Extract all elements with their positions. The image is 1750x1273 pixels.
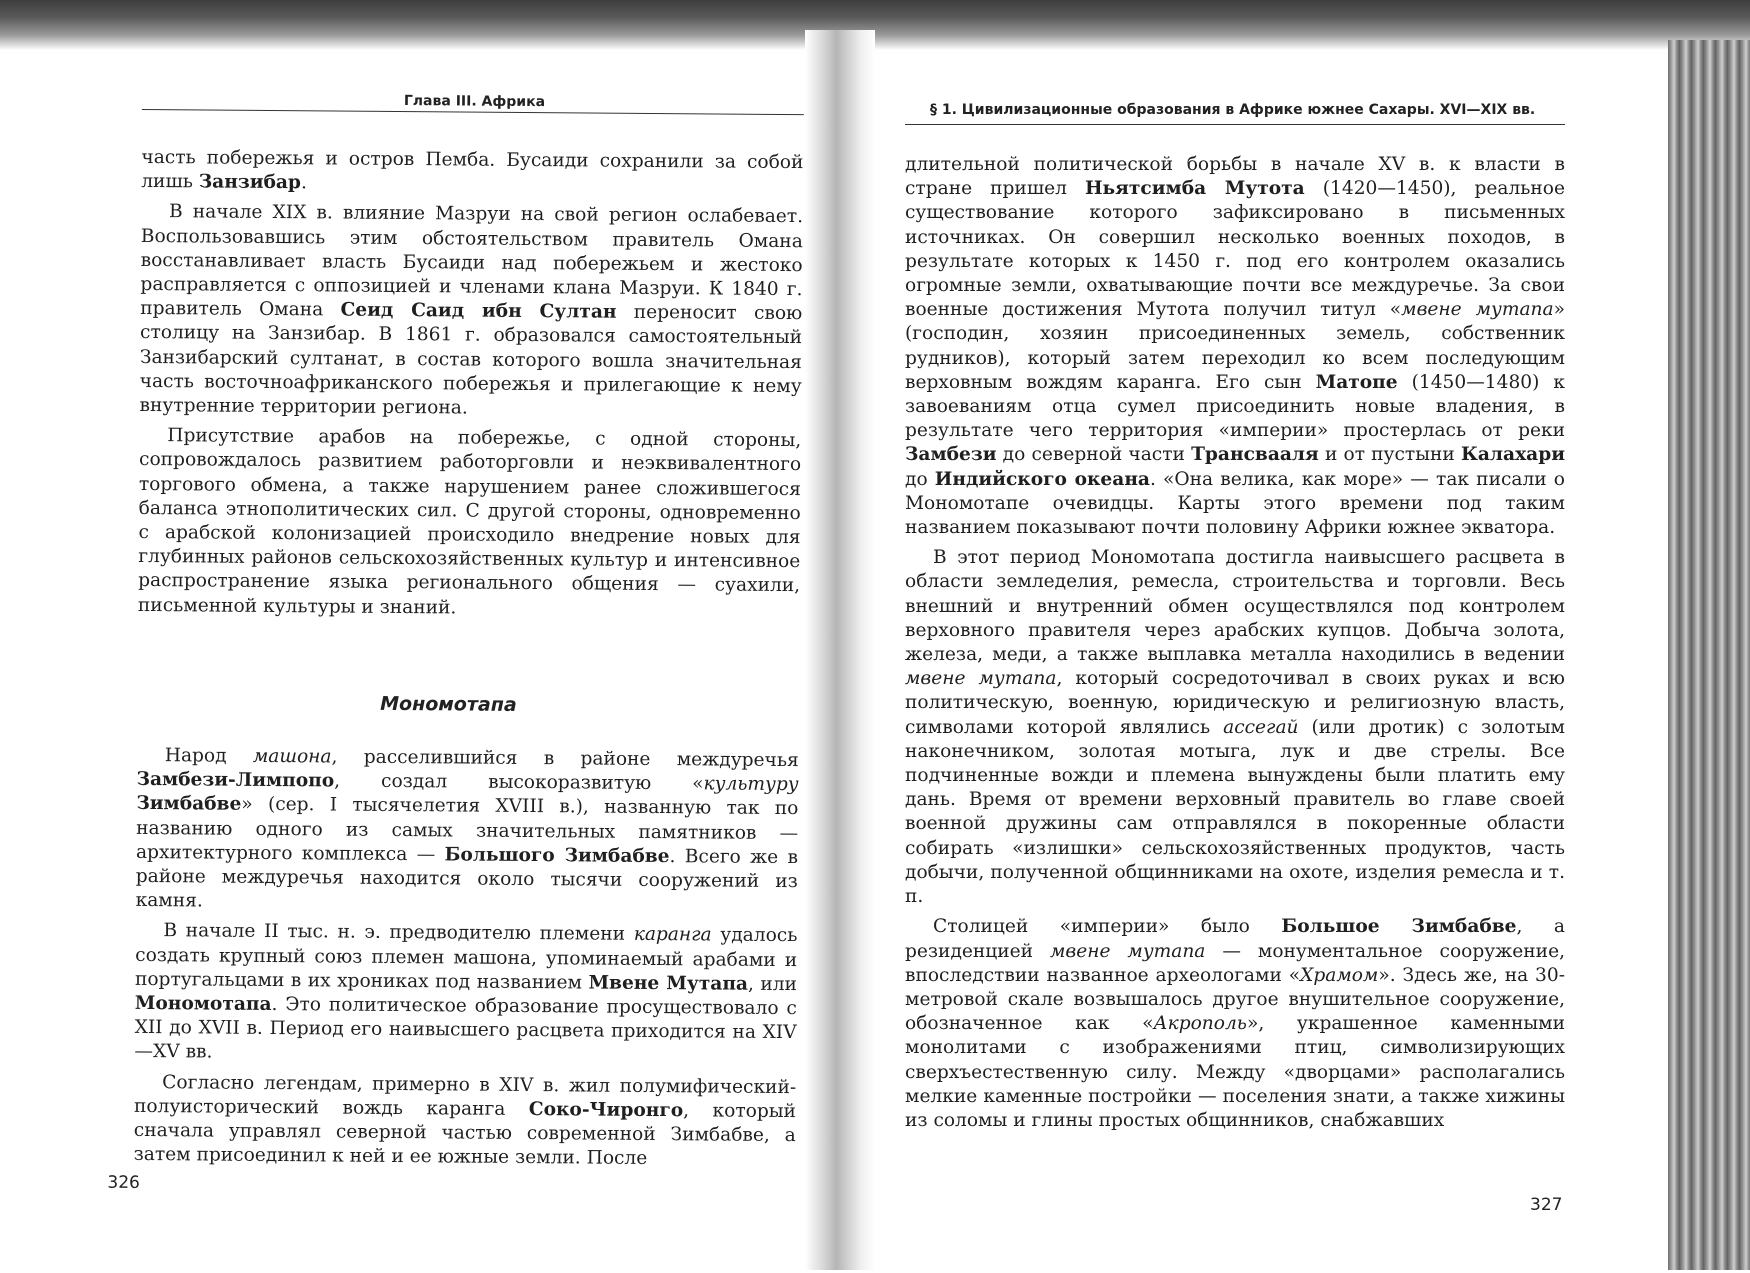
header-rule-left	[142, 109, 804, 115]
paragraph: Присутствие арабов на побережье, с одной стороны, сопровождалось развитием работорговли и неэквивалентного торгового обмена, а также нарушением ранее сложившегося баланса этнополитических сил. С другой стороны, одновременно с арабской колонизацией происходило внедрение новых для глубинных районов сельскохозяйственных культур и интенсивное распространение языка регионального общения — суахили, письменной культуры и знаний.	[137, 425, 802, 619]
running-head-left: Глава III. Африка	[403, 93, 546, 111]
paragraph: Столицей «империи» было Большое Зимбабве, а резиденцией мвене мутапа — монументальное сооружение, впоследствии названное археологами «Храмом». Здесь же, на 30-метровой скале возвышалось другое внушительное сооружение, обозначенное как «Акрополь», украшенное каменными монолитами с изображениями птиц, символизирующих сверхъестественную силу. Между «дворцами» располагались мелкие каменные постройки — поселения знати, а также хижины из соломы и глины простых общинников, снабжавших	[905, 916, 1565, 1131]
paragraph: Народ машона, расселившийся в районе междуречья Замбези-Лимпопо, создал высокоразвитую «культуру Зимбабве» (сер. I тысячелетия XVIII в.), названную так по названию одного из самых значительных памятников — архитектурного комплекса — Большого Зимбабве. Всего же в районе междуречья находится около тысячи сооружений из камня.	[135, 745, 799, 912]
right-text	[905, 153, 1565, 1133]
paragraph: Согласно легендам, примерно в XIV в. жил полумифический-полуисторический вождь каранга Соко-Чиронго, который сначала управлял северной частью современной Зимбабве, а затем присоединил к ней и ее южные земли. После	[133, 1071, 797, 1170]
left-text-top	[138, 146, 804, 623]
paragraph: В начале II тыс. н. э. предводителю племени каранга удалось создать крупный союз племен машона, упоминаемый арабами и португальцами в их хрониках под названием Мвене Мутапа, или Мономотапа. Это политическое образование просуществовало с XII до XVII в. Период его наивысшего расцвета приходится на XIV—XV вв.	[134, 920, 798, 1063]
left-text-bottom	[134, 744, 799, 1173]
paragraph: В начале XIX в. влияние Мазруи на свой регион ослабевает. Воспользовавшись этим обстоятельством правитель Омана восстанавливает власть Бусаиди над побережьем и жестоко расправляется с оппозицией и членами клана Мазруи. К 1840 г. правитель Омана Сеид Саид ибн Султан переносит свою столицу на Занзибар. В 1861 г. образовался самостоятельный Занзибарский султанат, в состав которого вошла значительная часть восточноафриканского побережья и прилегающие к нему внутренние территории региона.	[139, 201, 804, 419]
page-number-left: 326	[107, 1172, 140, 1193]
paragraph: В этот период Мономотапа достигла наивысшего расцвета в области земледелия, ремесла, строительства и торговли. Весь внешний и внутренний обмен осуществлялся под контролем верховного правителя через арабских купцов. Добыча золота, железа, меди, а также выплавка металла находились в ведении мвене мутапа, который сосредоточивал в своих руках и всю политическую, военную, юридическую и религиозную власть, символами которой являлись ассегай (или дротик) с золотым наконечником, золотая мотыга, лук и две стрелы. Все подчиненные вожди и племена вынуждены были платить ему дань. Время от времени верховный правитель во главе своей военной дружины сам отправлялся в покоренные области собирать «излишки» сельскохозяйственных продуктов, часть добычи, полученной общинниками на охоте, изделия ремесла и т. п.	[905, 547, 1565, 908]
paragraph: часть побережья и остров Пемба. Бусаиди сохранили за собой лишь Занзибар.	[141, 146, 804, 194]
page-number-right: 327	[1530, 1195, 1563, 1215]
left-page	[0, 0, 835, 1273]
section-title: Мономотапа	[380, 692, 517, 716]
paragraph: длительной политической борьбы в начале XV в. к власти в стране пришел Ньятсимба Мутота (1420—1450), реальное существование которого зафиксировано в письменных источниках. Он совершил несколько военных походов, в результате которых к 1450 г. под его контролем оказались огромные земли, охватывающие почти все междуречье. За свои военные достижения Мутота получил титул «мвене мутапа» (господин, хозяин присоединенных земель, собственник рудников), который затем переходил ко всем последующим верховным вождям каранга. Его сын Матопе (1450—1480) к завоеваниям отца сумел присоединить новые владения, в результате чего территория «империи» простерлась от реки Замбези до северной части Трансвааля и от пустыни Калахари до Индийского океана. «Она велика, как море» — так писали о Мономотапе очевидцы. Карты этого времени под таким названием показывают почти половину Африки южнее экватора.	[905, 154, 1566, 539]
header-rule-right	[905, 124, 1565, 125]
right-page	[860, 0, 1690, 1270]
running-head-right: § 1. Цивилизационные образования в Африке южнее Сахары. XVI—XIX вв.	[930, 102, 1536, 118]
